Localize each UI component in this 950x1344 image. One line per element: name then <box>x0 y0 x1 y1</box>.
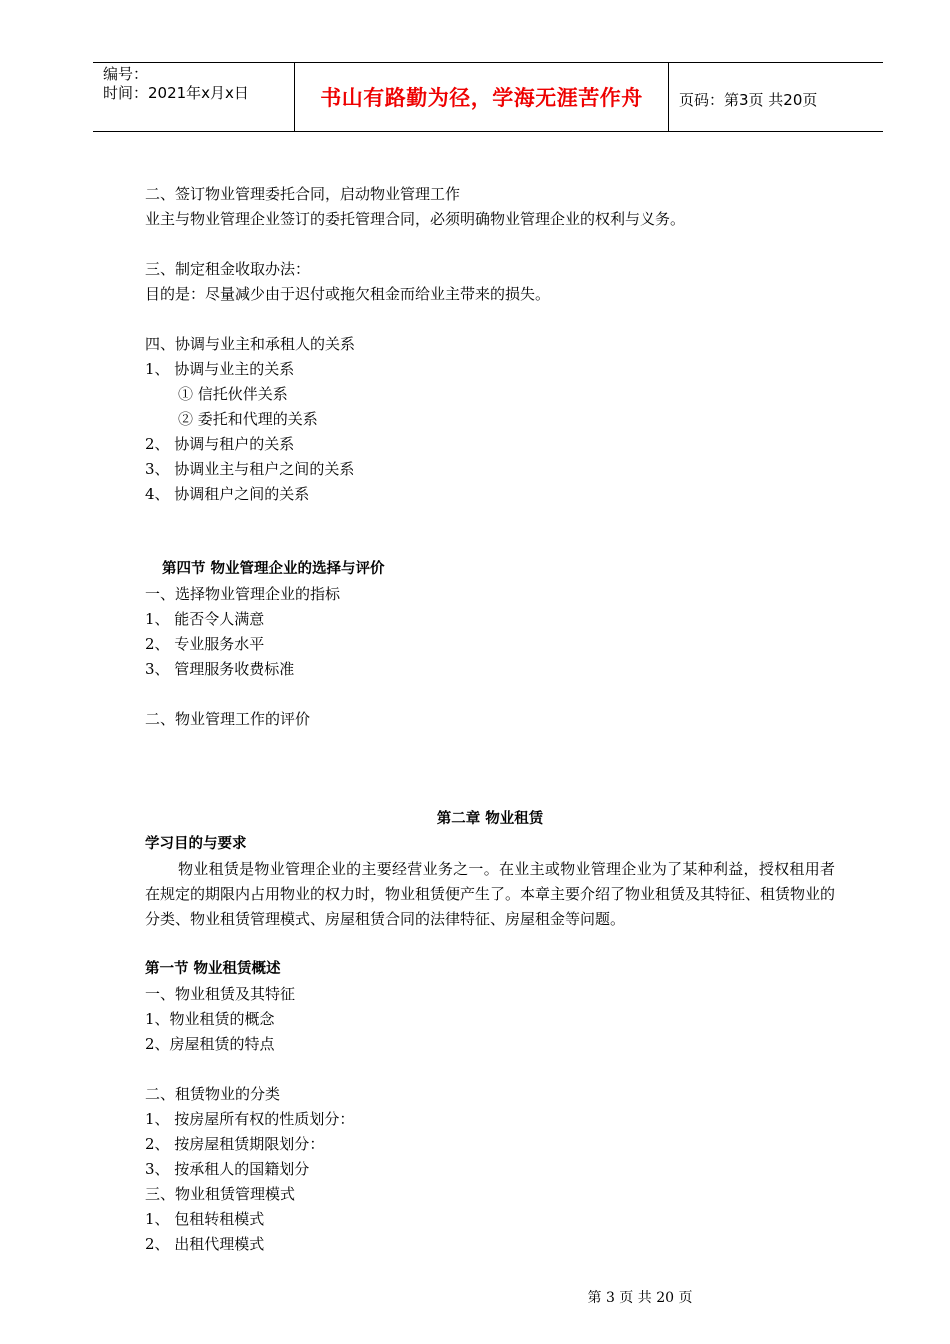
list-item: 2、 出租代理模式 <box>145 1235 265 1253</box>
page-footer: 第 3 页 共 20 页 <box>587 1290 693 1306</box>
document-body <box>145 182 835 1257</box>
section-title: 第四节 物业管理企业的选择与评价 <box>162 561 385 577</box>
header-left-cell <box>103 65 249 103</box>
section-heading: 三、物业租赁管理模式 <box>145 1185 296 1203</box>
goal-paragraph: 物业租赁是物业管理企业的主要经营业务之一。在业主或物业管理企业为了某种利益，授权租用者在规定的期限内占用物业的权力时，物业租赁便产生了。本章主要介绍了物业租赁及其特征、租赁物业的分类、物业租赁管理模式、房屋租赁合同的法律特征、房屋租金等问题。 <box>145 860 836 928</box>
document-time-label: 时间：2021年x月x日 <box>103 84 249 102</box>
section-text: 目的是：尽量减少由于迟付或拖欠租金而给业主带来的损失。 <box>145 285 551 303</box>
section-title: 第一节 物业租赁概述 <box>145 961 281 977</box>
section-text: 业主与物业管理企业签订的委托管理合同，必须明确物业管理企业的权利与义务。 <box>145 210 686 228</box>
list-item: 1、物业租赁的概念 <box>145 1010 275 1028</box>
list-item: 3、 管理服务收费标准 <box>145 660 295 678</box>
section-heading: 三、制定租金收取办法： <box>145 260 311 278</box>
list-item: 3、 协调业主与租户之间的关系 <box>145 460 355 478</box>
list-item: 2、 协调与租户的关系 <box>145 435 295 453</box>
section-heading: 二、签订物业管理委托合同，启动物业管理工作 <box>145 185 461 203</box>
list-item: 2、房屋租赁的特点 <box>145 1035 275 1053</box>
section-heading: 一、物业租赁及其特征 <box>145 985 296 1003</box>
chapter-title: 第二章 物业租赁 <box>436 811 544 827</box>
goal-title: 学习目的与要求 <box>145 836 247 852</box>
header-page-label: 页码：第3页 共20页 <box>679 91 818 109</box>
header-motto: 书山有路勤为径，学海无涯苦作舟 <box>294 63 669 131</box>
list-item: 3、 按承租人的国籍划分 <box>145 1160 310 1178</box>
section-heading: 二、物业管理工作的评价 <box>145 710 311 728</box>
page-header <box>93 62 883 132</box>
list-item: 2、 专业服务水平 <box>145 635 265 653</box>
section-heading: 二、租赁物业的分类 <box>145 1085 281 1103</box>
list-item: 2、 按房屋租赁期限划分： <box>145 1135 325 1153</box>
document-number-label: 编号： <box>103 65 149 83</box>
list-item: 1、 协调与业主的关系 <box>145 360 295 378</box>
list-item: 1、 能否令人满意 <box>145 610 265 628</box>
section-heading: 四、协调与业主和承租人的关系 <box>145 335 356 353</box>
section-heading: 一、选择物业管理企业的指标 <box>145 585 341 603</box>
list-subitem: ① 信托伙伴关系 <box>178 385 288 403</box>
list-item: 1、 按房屋所有权的性质划分： <box>145 1110 355 1128</box>
list-subitem: ② 委托和代理的关系 <box>178 410 318 428</box>
list-item: 1、 包租转租模式 <box>145 1210 265 1228</box>
list-item: 4、 协调租户之间的关系 <box>145 485 310 503</box>
